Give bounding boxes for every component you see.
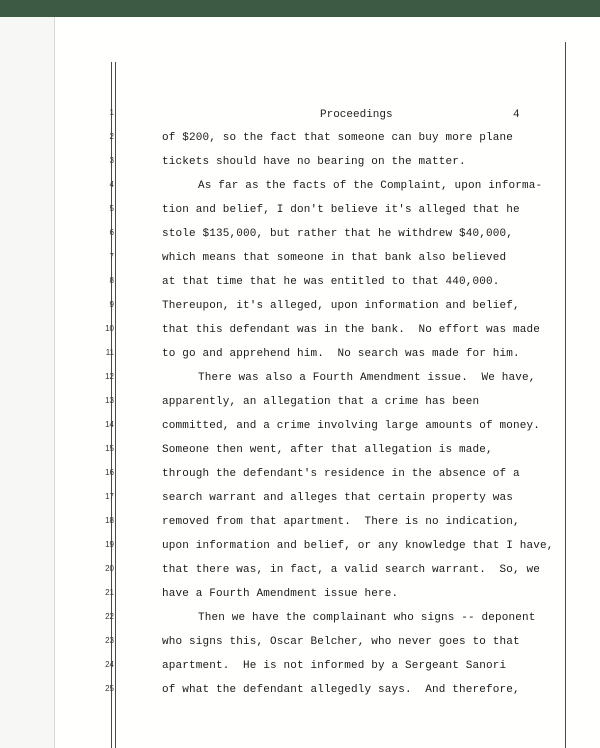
line-number: 2 (109, 132, 114, 141)
transcript-line: removed from that apartment. There is no indication, (162, 516, 520, 528)
line-number: 24 (105, 660, 114, 669)
line-number: 22 (105, 612, 114, 621)
line-number: 21 (105, 588, 114, 597)
line-number: 19 (105, 540, 114, 549)
transcript-line: tion and belief, I don't believe it's alleged that he (162, 204, 520, 216)
line-number: 6 (109, 228, 114, 237)
page-number: 4 (513, 109, 520, 121)
page-header-title: Proceedings (320, 109, 393, 121)
transcript-line: at that time that he was entitled to that 440,000. (162, 276, 500, 288)
line-number: 5 (109, 204, 114, 213)
transcript-line: have a Fourth Amendment issue here. (162, 588, 399, 600)
transcript-line: that this defendant was in the bank. No effort was made (162, 324, 541, 336)
line-number: 3 (109, 156, 114, 165)
line-number: 8 (109, 276, 114, 285)
transcript-line: As far as the facts of the Complaint, upon informa- (198, 180, 543, 192)
line-number: 12 (105, 372, 114, 381)
line-number: 14 (105, 420, 114, 429)
transcript-line: who signs this, Oscar Belcher, who never goes to that (162, 636, 520, 648)
line-number: 25 (105, 684, 114, 693)
line-number: 1 (109, 108, 114, 117)
line-number: 11 (105, 348, 114, 357)
line-number: 16 (105, 468, 114, 477)
line-number: 23 (105, 636, 114, 645)
transcript-line: that there was, in fact, a valid search warrant. So, we (162, 564, 541, 576)
line-number: 4 (109, 180, 114, 189)
line-number: 7 (109, 252, 114, 261)
transcript-line: tickets should have no bearing on the matter. (162, 156, 466, 168)
transcript-line: to go and apprehend him. No search was made for him. (162, 348, 520, 360)
right-margin-rule (565, 42, 566, 748)
line-number: 9 (109, 300, 114, 309)
line-number: 20 (105, 564, 114, 573)
line-number: 18 (105, 516, 114, 525)
transcript-line: Thereupon, it's alleged, upon information and belief, (162, 300, 520, 312)
line-number: 10 (105, 324, 114, 333)
transcript-line: Then we have the complainant who signs -- deponent (198, 612, 536, 624)
binder-left-strip (0, 17, 55, 748)
transcript-line: of $200, so the fact that someone can buy more plane (162, 132, 514, 144)
transcript-line: apartment. He is not informed by a Sergeant Sanori (162, 660, 507, 672)
transcript-line: committed, and a crime involving large amounts of money. (162, 420, 541, 432)
transcript-line: through the defendant's residence in the absence of a (162, 468, 520, 480)
binder-top-band (0, 0, 600, 18)
transcript-line: apparently, an allegation that a crime has been (162, 396, 480, 408)
transcript-line: upon information and belief, or any knowledge that I have, (162, 540, 554, 552)
line-number: 17 (105, 492, 114, 501)
left-margin-rule-inner (115, 62, 116, 748)
transcript-line: Someone then went, after that allegation is made, (162, 444, 493, 456)
transcript-line: search warrant and alleges that certain property was (162, 492, 514, 504)
transcript-line: stole $135,000, but rather that he withdrew $40,000, (162, 228, 514, 240)
line-number: 15 (105, 444, 114, 453)
line-number: 13 (105, 396, 114, 405)
transcript-line: There was also a Fourth Amendment issue. We have, (198, 372, 536, 384)
transcript-line: of what the defendant allegedly says. And therefore, (162, 684, 520, 696)
transcript-line: which means that someone in that bank also believed (162, 252, 507, 264)
